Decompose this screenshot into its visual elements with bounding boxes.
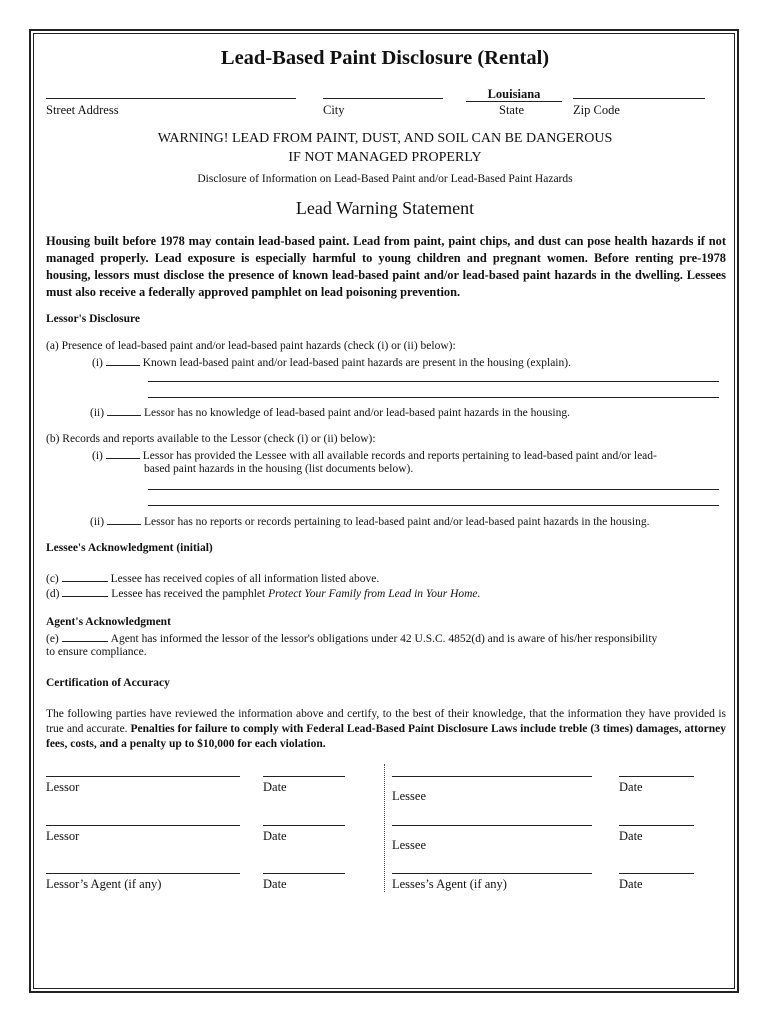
lessor-signature-line-2[interactable] [46, 825, 240, 826]
c-initial-field[interactable] [62, 571, 108, 582]
a-i-explain-line-2[interactable] [148, 397, 719, 398]
lessee-date-line-1[interactable] [619, 776, 694, 777]
e-initial-field[interactable] [62, 631, 108, 642]
lessee-date-label-1: Date [619, 780, 643, 794]
section-d-row: (d) Lessee has received the pamphlet Protect Your Family from Lead in Your Home. [46, 588, 481, 600]
lessor-agent-label: Lessor’s Agent (if any) [46, 877, 162, 891]
lead-warning-heading: Lead Warning Statement [295, 198, 475, 218]
city-label: City [323, 103, 345, 117]
lessor-label-2: Lessor [46, 829, 80, 843]
section-a-i-row: (i) Known lead-based paint and/or lead-based paint hazards are present in the housing (explain). [92, 357, 571, 369]
signature-divider [384, 764, 385, 892]
lessor-label-1: Lessor [46, 780, 80, 794]
warning-line-2: IF NOT MANAGED PROPERLY [288, 150, 482, 165]
a-i-explain-line-1[interactable] [148, 381, 719, 382]
lessee-label-1: Lessee [392, 789, 427, 803]
a-ii-check-field[interactable] [107, 405, 141, 416]
lessee-agent-date-line[interactable] [619, 873, 694, 874]
zip-code-label: Zip Code [573, 103, 620, 117]
lessee-label-2: Lessee [392, 838, 427, 852]
street-address-field[interactable] [46, 98, 296, 99]
page-title: Lead-Based Paint Disclosure (Rental) [220, 47, 550, 69]
lessor-signature-line-1[interactable] [46, 776, 240, 777]
lessee-date-line-2[interactable] [619, 825, 694, 826]
state-label: State [499, 103, 524, 117]
lessee-acknowledgment-heading: Lessee's Acknowledgment (initial) [46, 542, 213, 554]
b-i-check-field[interactable] [106, 448, 140, 459]
street-address-label: Street Address [46, 103, 119, 117]
zip-code-field[interactable] [573, 98, 705, 99]
state-field[interactable] [466, 101, 562, 102]
lessee-signature-line-2[interactable] [392, 825, 592, 826]
state-value: Louisiana [487, 87, 541, 101]
certification-text: The following parties have reviewed the information above and certify, to the best of their knowledge, that the information they have provided is true and accurate. Penalties for failure to comply with Federal Lead-Based Paint Disclosure Laws include treble (3 times) damages, attorney fees, costs, and a penalty up to $10,000 for each violation. [46, 708, 727, 750]
agent-acknowledgment-heading: Agent's Acknowledgment [46, 616, 171, 628]
lessee-signature-line-1[interactable] [392, 776, 592, 777]
section-e-row-cont: to ensure compliance. [46, 646, 147, 658]
b-i-documents-line-2[interactable] [148, 505, 719, 506]
lessee-agent-signature-line[interactable] [392, 873, 592, 874]
b-ii-check-field[interactable] [107, 514, 141, 525]
lessor-agent-date-line[interactable] [263, 873, 345, 874]
lessor-date-line-2[interactable] [263, 825, 345, 826]
lessor-date-line-1[interactable] [263, 776, 345, 777]
section-b-intro: (b) Records and reports available to the Lessor (check (i) or (ii) below): [46, 433, 376, 445]
lessor-agent-date-label: Date [263, 877, 287, 891]
warning-line-1: WARNING! LEAD FROM PAINT, DUST, AND SOIL CAN BE DANGEROUS [157, 131, 613, 146]
a-i-check-field[interactable] [106, 355, 140, 366]
lessor-date-label-2: Date [263, 829, 287, 843]
section-a-intro: (a) Presence of lead-based paint and/or lead-based paint hazards (check (i) or (ii) below): [46, 340, 456, 352]
certification-heading: Certification of Accuracy [46, 677, 170, 689]
d-initial-field[interactable] [62, 586, 108, 597]
city-field[interactable] [323, 98, 443, 99]
section-a-ii-row: (ii) Lessor has no knowledge of lead-based paint and/or lead-based paint hazards in the housing. [90, 407, 570, 419]
lessor-agent-signature-line[interactable] [46, 873, 240, 874]
lessee-agent-label: Lesses’s Agent (if any) [392, 877, 507, 891]
disclosure-subtitle: Disclosure of Information on Lead-Based Paint and/or Lead-Based Paint Hazards [197, 173, 573, 185]
lessee-agent-date-label: Date [619, 877, 643, 891]
lessor-date-label-1: Date [263, 780, 287, 794]
lead-warning-statement: Housing built before 1978 may contain lead-based paint. Lead from paint, paint chips, and dust can pose health hazards if not managed properly. Lead exposure is especially harmful to young children and pregnant women. Before renting pre-1978 housing, lessors must disclose the presence of known lead-based paint and/or lead-based paint hazards in the dwelling. Lessees must also receive a federally approved pamphlet on lead poisoning prevention. [46, 234, 726, 299]
section-b-i-row: (i) Lessor has provided the Lessee with all available records and reports pertaining to lead-based paint and/or lead- [92, 450, 657, 462]
section-b-ii-row: (ii) Lessor has no reports or records pertaining to lead-based paint and/or lead-based paint hazards in the housing. [90, 516, 650, 528]
section-e-row: (e) Agent has informed the lessor of the lessor's obligations under 42 U.S.C. 4852(d) and is aware of his/her responsibility [46, 633, 658, 645]
b-i-documents-line-1[interactable] [148, 489, 719, 490]
lessee-date-label-2: Date [619, 829, 643, 843]
section-c-row: (c) Lessee has received copies of all information listed above. [46, 573, 380, 585]
section-b-i-row-cont: based paint hazards in the housing (list documents below). [144, 463, 414, 475]
lessors-disclosure-heading: Lessor's Disclosure [46, 313, 141, 325]
